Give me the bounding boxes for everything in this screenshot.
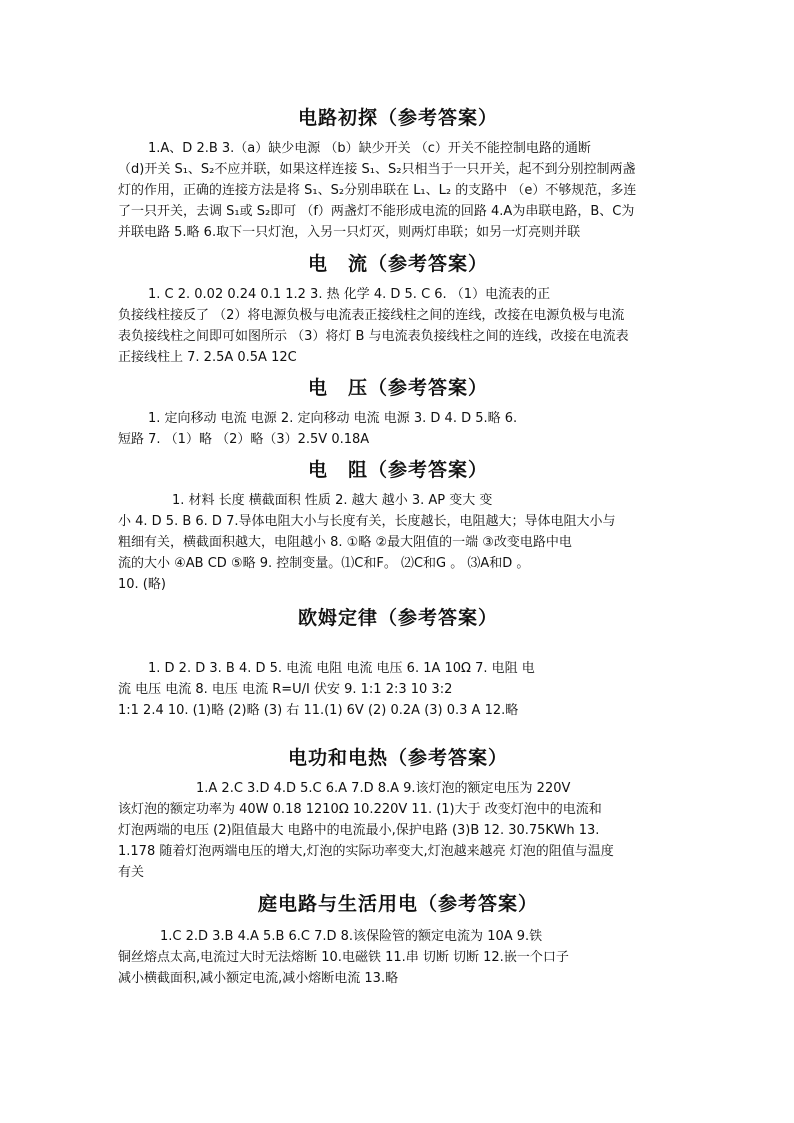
answer-line: 有关 xyxy=(118,865,145,880)
answer-line: 并联电路 5.略 6.取下一只灯泡，入另一只灯灭，则两灯串联；如另一灯亮则并联 xyxy=(118,225,581,240)
answer-line: 1. C 2. 0.02 0.24 0.1 1.2 3. 热 化学 4. D 5. C 6. （1）电流表的正 xyxy=(148,287,551,302)
answer-line: 粗细有关，横截面积越大，电阻越小 8. ①略 ②最大阻值的一端 ③改变电路中电 xyxy=(118,535,572,550)
answer-line: 1.C 2.D 3.B 4.A 5.B 6.C 7.D 8.该保险管的额定电流为 10A 9.铁 xyxy=(160,929,543,944)
section-title: 电 压（参考答案） xyxy=(307,377,488,399)
section-title: 电 阻（参考答案） xyxy=(307,459,488,481)
section-voltage xyxy=(118,374,678,450)
answer-line: 1. 定向移动 电流 电源 2. 定向移动 电流 电源 3. D 4. D 5.略 6. xyxy=(148,411,518,426)
answer-line: 1.A、D 2.B 3.（a）缺少电源 （b）缺少开关 （c）开关不能控制电路的通断 xyxy=(148,141,591,156)
answer-line: 灯泡两端的电压 (2)阻值最大 电路中的电流最小,保护电路 (3)B 12. 30.75KWh 13. xyxy=(118,823,600,838)
section-title: 庭电路与生活用电（参考答案） xyxy=(257,893,538,915)
answer-line: （d)开关 S₁、S₂不应并联，如果这样连接 S₁、S₂只相当于一只开关，起不到分别控制两盏 xyxy=(118,162,636,177)
section-circuit-intro xyxy=(118,104,678,243)
section-resistance xyxy=(118,456,678,595)
answer-line: 正接线柱上 7. 2.5A 0.5A 12C xyxy=(118,350,297,365)
section-title: 欧姆定律（参考答案） xyxy=(297,607,498,629)
answer-line: 流的大小 ④AB CD ⑤略 9. 控制变量。⑴C和F。 ⑵C和G 。 ⑶A和D 。 xyxy=(118,556,530,571)
answer-line: 1.A 2.C 3.D 4.D 5.C 6.A 7.D 8.A 9.该灯泡的额定电压为 220V xyxy=(196,781,571,796)
section-title: 电功和电热（参考答案） xyxy=(287,747,508,769)
answer-line: 减小横截面积,减小额定电流,减小熔断电流 13.略 xyxy=(118,971,399,986)
section-ohms-law xyxy=(118,604,678,721)
answer-line: 1. D 2. D 3. B 4. D 5. 电流 电阻 电流 电压 6. 1A 10Ω 7. 电阻 电 xyxy=(148,661,535,676)
section-current xyxy=(118,250,678,368)
answer-line: 1:1 2.4 10. (1)略 (2)略 (3) 右 11.(1) 6V (2) 0.2A (3) 0.3 A 12.略 xyxy=(118,703,519,718)
section-title: 电 流（参考答案） xyxy=(307,253,488,275)
answer-line: 短路 7. （1）略 （2）略（3）2.5V 0.18A xyxy=(118,432,370,447)
answer-line: 了一只开关，去调 S₁或 S₂即可 （f）两盏灯不能形成电流的回路 4.A为串联电路，B、C为 xyxy=(118,204,635,219)
section-title: 电路初探（参考答案） xyxy=(297,107,498,129)
answer-line: 负接线柱接反了 （2）将电源负极与电流表正接线柱之间的连线，改接在电源负极与电流 xyxy=(118,308,625,323)
answer-line: 1. 材料 长度 横截面积 性质 2. 越大 越小 3. AP 变大 变 xyxy=(172,493,493,508)
section-electric-work-heat xyxy=(118,744,678,883)
answer-line: 10. (略) xyxy=(118,577,166,592)
answer-line: 该灯泡的额定功率为 40W 0.18 1210Ω 10.220V 11. (1)大于 改变灯泡中的电流和 xyxy=(118,802,602,817)
answer-line: 灯的作用，正确的连接方法是将 S₁、S₂分别串联在 L₁、L₂ 的支路中 （e）不够规范，多连 xyxy=(118,183,637,198)
section-household-circuit xyxy=(118,890,678,989)
answer-line: 流 电压 电流 8. 电压 电流 R=U/I 伏安 9. 1:1 2:3 10 3:2 xyxy=(118,682,453,697)
answer-line: 表负接线柱之间即可如图所示 （3）将灯 B 与电流表负接线柱之间的连线，改接在电流表 xyxy=(118,329,629,344)
answer-line: 1.178 随着灯泡两端电压的增大,灯泡的实际功率变大,灯泡越来越亮 灯泡的阻值与温度 xyxy=(118,844,614,859)
answer-line: 小 4. D 5. B 6. D 7.导体电阻大小与长度有关，长度越长，电阻越大；导体电阻大小与 xyxy=(118,514,616,529)
answer-line: 铜丝熔点太高,电流过大时无法熔断 10.电磁铁 11.串 切断 切断 12.嵌一个口子 xyxy=(118,950,569,965)
